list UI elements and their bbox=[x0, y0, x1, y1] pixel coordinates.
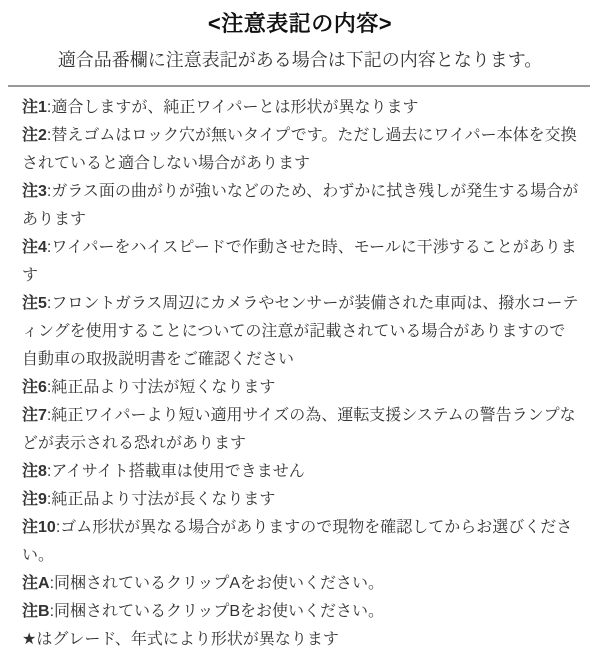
note-label: 注7 bbox=[22, 407, 47, 424]
note-item-5 bbox=[22, 290, 579, 374]
note-item-9 bbox=[22, 486, 579, 514]
note-text: :ゴム形状が異なる場合がありますので現物を確認してからお選びください。 bbox=[22, 519, 573, 564]
note-text: :純正ワイパーより短い適用サイズの為、運転支援システムの警告ランプなどが表示される恐れがあります bbox=[22, 407, 576, 452]
note-item-A bbox=[22, 570, 579, 598]
note-text: :同梱されているクリップBをお使いください。 bbox=[49, 603, 385, 620]
note-label: 注2 bbox=[22, 127, 47, 144]
note-label: 注10 bbox=[22, 519, 56, 536]
note-label: 注B bbox=[22, 603, 50, 620]
page-title: <注意表記の内容> bbox=[207, 11, 393, 36]
note-item-7 bbox=[22, 402, 579, 458]
note-label: 注A bbox=[22, 575, 50, 592]
note-text: :フロントガラス周辺にカメラやセンサーが装備された車両は、撥水コーティングを使用することについての注意が記載されている場合がありますので自動車の取扱説明書をご確認ください bbox=[22, 295, 579, 368]
note-label: 注3 bbox=[22, 183, 47, 200]
note-text: :純正品より寸法が短くなります bbox=[46, 379, 276, 396]
note-item-2 bbox=[22, 122, 579, 178]
note-text: :アイサイト搭載車は使用できません bbox=[46, 463, 305, 480]
note-text: :適合しますが、純正ワイパーとは形状が異なります bbox=[46, 99, 419, 116]
note-text: :純正品より寸法が長くなります bbox=[46, 491, 276, 508]
note-item-B bbox=[22, 598, 579, 626]
note-label: 注1 bbox=[22, 99, 47, 116]
note-item-8 bbox=[22, 458, 579, 486]
note-item-10 bbox=[22, 514, 579, 570]
notes-list bbox=[0, 87, 600, 654]
note-label: 注9 bbox=[22, 491, 47, 508]
note-text: :ワイパーをハイスピードで作動させた時、モールに干渉することがあります bbox=[22, 239, 577, 284]
note-label: 注6 bbox=[22, 379, 47, 396]
note-label: 注5 bbox=[22, 295, 47, 312]
note-item-4 bbox=[22, 234, 579, 290]
note-text: :ガラス面の曲がりが強いなどのため、わずかに拭き残しが発生する場合があります bbox=[22, 183, 579, 228]
note-item-6 bbox=[22, 374, 579, 402]
footnote-star: ★はグレード、年式により形状が異なります bbox=[22, 631, 339, 648]
note-label: 注8 bbox=[22, 463, 47, 480]
page-subtitle: 適合品番欄に注意表記がある場合は下記の内容となります。 bbox=[57, 50, 543, 70]
note-text: :替えゴムはロック穴が無いタイプです。ただし過去にワイパー本体を交換されていると適合しない場合があります bbox=[22, 127, 577, 172]
note-item-3 bbox=[22, 178, 579, 234]
note-text: :同梱されているクリップAをお使いください。 bbox=[49, 575, 385, 592]
note-label: 注4 bbox=[22, 239, 47, 256]
note-item-1 bbox=[22, 94, 579, 122]
